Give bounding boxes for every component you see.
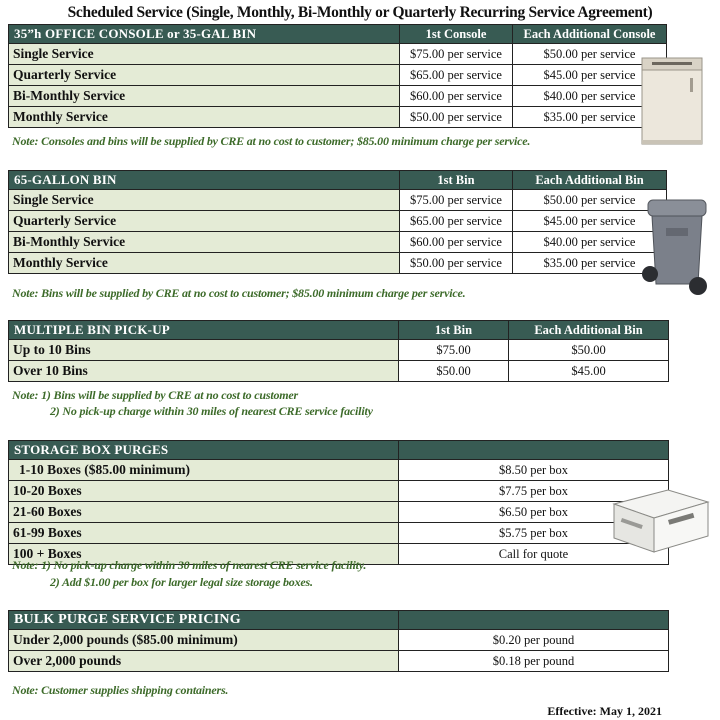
storage-box-table [8, 440, 669, 565]
gallon-bin-table [8, 170, 667, 274]
price-cell: $50.00 [509, 340, 669, 361]
table-row [9, 361, 669, 382]
table-row [9, 86, 667, 107]
price-cell: $50.00 per service [400, 253, 513, 274]
row-label: Over 10 Bins [9, 361, 399, 382]
note-text: Note: 1) No pick-up charge within 30 miles of nearest CRE service facility. [12, 558, 367, 572]
table-row [9, 523, 669, 544]
price-cell: $0.20 per pound [399, 630, 669, 651]
effective-date: Effective: May 1, 2021 [547, 704, 662, 718]
note-text: 2) Add $1.00 per box for larger legal size storage boxes. [50, 575, 313, 589]
table-row [9, 651, 669, 672]
price-cell: $0.18 per pound [399, 651, 669, 672]
column-header: Each Additional Console [513, 25, 667, 44]
column-header [399, 611, 669, 630]
row-label: Monthly Service [9, 107, 400, 128]
row-label: Quarterly Service [9, 65, 400, 86]
column-header: 1st Bin [400, 171, 513, 190]
row-label: 1-10 Boxes ($85.00 minimum) [9, 460, 399, 481]
price-cell: $45.00 per service [513, 211, 667, 232]
price-cell: $5.75 per box [399, 523, 669, 544]
price-cell: $50.00 [399, 361, 509, 382]
table-header: BULK PURGE SERVICE PRICING [9, 611, 399, 630]
price-cell: $50.00 per service [513, 44, 667, 65]
column-header [399, 441, 669, 460]
table-row [9, 232, 667, 253]
table-row [9, 65, 667, 86]
price-cell: $60.00 per service [400, 86, 513, 107]
table-row [9, 460, 669, 481]
note-text: Note: Bins will be supplied by CRE at no cost to customer; $85.00 minimum charge per service. [12, 286, 466, 300]
table-header: 65-GALLON BIN [9, 171, 400, 190]
bulk-purge-table [8, 610, 669, 672]
column-header: 1st Bin [399, 321, 509, 340]
note-text: Note: 1) Bins will be supplied by CRE at no cost to customer [12, 388, 299, 402]
row-label: Quarterly Service [9, 211, 400, 232]
column-header: 1st Console [400, 25, 513, 44]
row-label: Bi-Monthly Service [9, 232, 400, 253]
row-label: 10-20 Boxes [9, 481, 399, 502]
multiple-bin-table [8, 320, 669, 382]
price-cell: $35.00 per service [513, 107, 667, 128]
row-label: Up to 10 Bins [9, 340, 399, 361]
table-row [9, 107, 667, 128]
price-cell: Call for quote [399, 544, 669, 565]
row-label: 100 + Boxes [9, 544, 399, 565]
table-row [9, 481, 669, 502]
note-text: Note: Customer supplies shipping containers. [12, 683, 229, 697]
note-text: Note: Consoles and bins will be supplied by CRE at no cost to customer; $85.00 minimum charge per service. [12, 134, 531, 148]
table-row [9, 502, 669, 523]
price-cell: $35.00 per service [513, 253, 667, 274]
row-label: Single Service [9, 190, 400, 211]
gray-bin-icon [640, 198, 710, 298]
table-header: 35”h OFFICE CONSOLE or 35-GAL BIN [9, 25, 400, 44]
price-cell: $65.00 per service [400, 65, 513, 86]
page-title: Scheduled Service (Single, Monthly, Bi-Monthly or Quarterly Recurring Service Agreement) [67, 4, 653, 21]
table-header: MULTIPLE BIN PICK-UP [9, 321, 399, 340]
row-label: Monthly Service [9, 253, 400, 274]
row-label: 21-60 Boxes [9, 502, 399, 523]
row-label: 61-99 Boxes [9, 523, 399, 544]
row-label: Under 2,000 pounds ($85.00 minimum) [9, 630, 399, 651]
table-row [9, 190, 667, 211]
price-cell: $40.00 per service [513, 232, 667, 253]
price-cell: $65.00 per service [400, 211, 513, 232]
price-cell: $6.50 per box [399, 502, 669, 523]
row-label: Single Service [9, 44, 400, 65]
note-text: 2) No pick-up charge within 30 miles of nearest CRE service facility [50, 404, 373, 418]
column-header: Each Additional Bin [513, 171, 667, 190]
table-row [9, 44, 667, 65]
price-cell: $8.50 per box [399, 460, 669, 481]
row-label: Bi-Monthly Service [9, 86, 400, 107]
table-row [9, 211, 667, 232]
price-cell: $45.00 per service [513, 65, 667, 86]
price-cell: $7.75 per box [399, 481, 669, 502]
price-cell: $75.00 per service [400, 190, 513, 211]
price-cell: $60.00 per service [400, 232, 513, 253]
table-header: STORAGE BOX PURGES [9, 441, 399, 460]
table-row [9, 253, 667, 274]
office-console-icon [640, 54, 706, 146]
office-console-table [8, 24, 667, 128]
storage-box-icon [608, 484, 712, 556]
table-row [9, 630, 669, 651]
table-row [9, 340, 669, 361]
column-header: Each Additional Bin [509, 321, 669, 340]
price-cell: $40.00 per service [513, 86, 667, 107]
price-cell: $75.00 [399, 340, 509, 361]
price-cell: $50.00 per service [513, 190, 667, 211]
price-cell: $75.00 per service [400, 44, 513, 65]
row-label: Over 2,000 pounds [9, 651, 399, 672]
price-cell: $50.00 per service [400, 107, 513, 128]
price-cell: $45.00 [509, 361, 669, 382]
